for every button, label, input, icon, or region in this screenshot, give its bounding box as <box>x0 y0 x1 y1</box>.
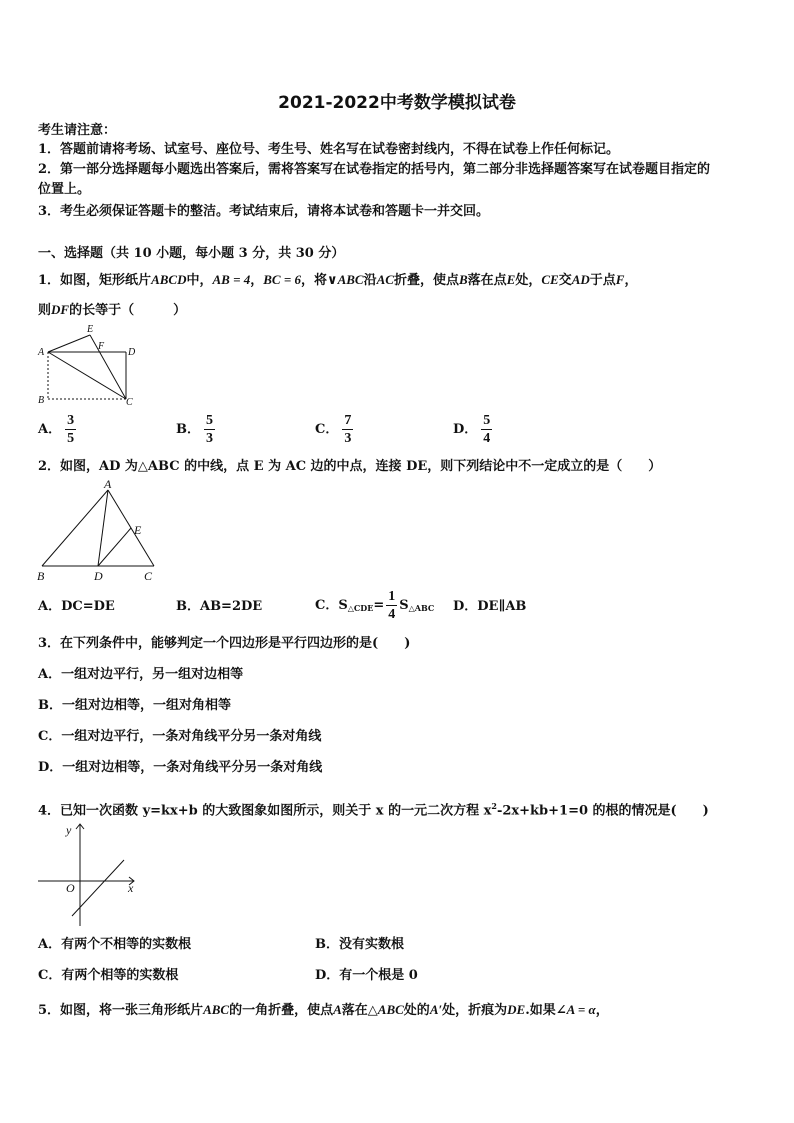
q2-label-a: A <box>104 477 112 491</box>
q1-label-f: F <box>98 341 105 352</box>
q4-label-x: x <box>128 881 134 895</box>
section-heading: 一、选择题（共 10 小题，每小题 3 分，共 30 分） <box>38 246 345 261</box>
q1-label-b: B <box>38 395 45 406</box>
q2-label-c: C <box>144 569 153 583</box>
q2-option-a: A．DC=DE <box>38 599 115 614</box>
q2-label-b: B <box>37 569 45 583</box>
notice-item: 2．第一部分选择题每小题选出答案后，需将答案写在试卷指定的括号内，第二部分非选择题答案写在试卷题目指定的 <box>38 162 711 177</box>
q4-option-a: A．有两个不相等的实数根 <box>38 937 192 952</box>
q1-figure <box>36 322 136 406</box>
q4-stem: 4．已知一次函数 y=kx+b 的大致图象如图所示，则关于 x 的一元二次方程 $x^2-2x+kb+1=0$ 的根的情况是( ) <box>38 801 709 819</box>
q2-figure <box>36 478 160 586</box>
q3-option-d: D．一组对边相等，一条对角线平分另一条对角线 <box>38 760 323 775</box>
q1-stem-line2: 则DF的长等于（ ） <box>38 302 187 318</box>
notice-item: 3．考生必须保证答题卡的整洁。考试结束后，请将本试卷和答题卡一并交回。 <box>38 204 490 219</box>
q2-label-d: D <box>94 569 103 583</box>
notice-item: 1．答题前请将考场、试室号、座位号、考生号、姓名写在试卷密封线内，不得在试卷上作任何标记。 <box>38 142 620 157</box>
q3-option-b: B．一组对边相等，一组对角相等 <box>38 698 231 713</box>
q4-option-c: C．有两个相等的实数根 <box>38 968 179 983</box>
q2-option-d: D．DE∥AB <box>453 599 527 614</box>
page-title: 2021-2022中考数学模拟试卷 <box>278 93 516 113</box>
q2-stem: 2．如图，AD 为△ABC 的中线，点 E 为 AC 边的中点，连接 DE，则下列结论中不一定成立的是（ ） <box>38 459 662 474</box>
notice-heading: 考生请注意： <box>38 123 117 138</box>
q4-figure <box>36 820 142 928</box>
q3-stem: 3．在下列条件中，能够判定一个四边形是平行四边形的是( ) <box>38 636 411 651</box>
q1-label-d: D <box>128 347 136 358</box>
q2-label-e: E <box>134 523 142 537</box>
q1-label-e: E <box>87 324 94 335</box>
q4-option-b: B．没有实数根 <box>315 937 404 952</box>
q1-label-a: A <box>38 347 45 358</box>
q1-option-d: D． $\frac{5}{4}$ <box>453 413 491 446</box>
q4-label-y: y <box>66 823 72 837</box>
notice-item: 位置上。 <box>38 182 91 197</box>
q4-option-d: D．有一个根是 0 <box>315 968 418 983</box>
q1-option-b: B． $\frac{5}{3}$ <box>176 413 213 446</box>
q1-option-c: C． $\frac{7}{3}$ <box>315 413 352 446</box>
q2-option-c: C．$S_{\triangle CDE}=$ $\frac{1}{4}$ $S_{\triangle ABC}$ <box>315 589 435 622</box>
q1-label-c: C <box>126 397 133 408</box>
q5-stem: 5．如图，将一张三角形纸片ABC的一角折叠，使点A落在△ABC处的A′处，折痕为DE.如果∠A = α， <box>38 1002 609 1018</box>
q1-option-a: A． $\frac{3}{5}$ <box>38 413 75 446</box>
q1-stem: 1．如图，矩形纸片ABCD中，AB = 4，BC = 6，将∨ABC沿AC折叠，使点B落在点E处，CE交AD于点F， <box>38 272 638 288</box>
q3-option-c: C．一组对边平行，一条对角线平分另一条对角线 <box>38 729 322 744</box>
q4-label-o: O <box>66 881 75 895</box>
q2-option-b: B．AB=2DE <box>176 599 263 614</box>
q3-option-a: A．一组对边平行，另一组对边相等 <box>38 667 244 682</box>
